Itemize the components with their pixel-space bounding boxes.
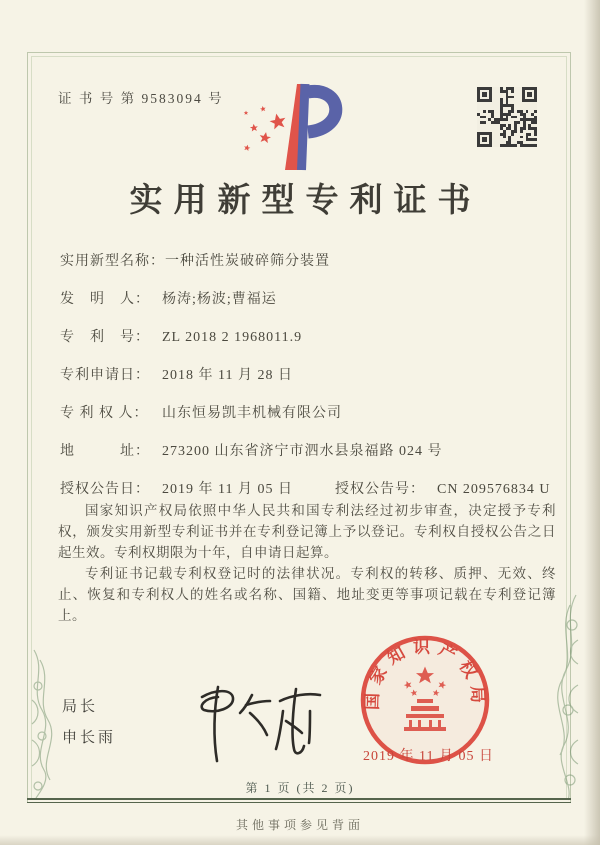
field-list — [60, 250, 554, 516]
field-value: 杨涛;杨波;曹福运 — [162, 292, 277, 307]
bottom-double-rule — [27, 798, 571, 800]
field-value: CN 209576834 U — [436, 482, 551, 497]
qr-finder-icon — [522, 87, 537, 102]
field-row-filing-date — [60, 364, 554, 402]
field-value: ZL 2018 2 1968011.9 — [162, 330, 303, 345]
field-row-patent-number — [60, 326, 554, 364]
field-label: 授权公告号： — [334, 482, 425, 497]
field-label: 专利申请日： — [60, 368, 150, 383]
seal-agency-text: 国家知识产权局 — [362, 637, 488, 711]
legal-paragraph-2: 专利证书记载专利权登记时的法律状况。专利权的转移、质押、无效、终止、恢复和专利权人的姓名或名称、国籍、地址变更等事项记载在专利登记簿上。 — [58, 566, 556, 623]
page-number: 第 1 页 (共 2 页) — [245, 781, 355, 795]
field-value: 2019 年 11 月 05 日 — [162, 482, 293, 497]
field-label: 专 利 权 人： — [60, 406, 149, 421]
field-label: 发 明 人： — [60, 292, 150, 307]
field-row-patentee — [60, 402, 554, 440]
scan-shadow-right — [584, 0, 600, 845]
qr-finder-icon — [477, 132, 492, 147]
certificate-number: 证 书 号 第 9583094 号 — [58, 91, 224, 106]
cnipa-logo — [238, 78, 360, 174]
field-label: 专 利 号： — [60, 330, 150, 345]
qr-code — [477, 87, 537, 147]
signatory-title: 局长 — [62, 699, 99, 715]
bottom-double-rule-thin — [27, 802, 571, 803]
field-label: 地 址： — [60, 444, 150, 459]
legal-paragraph-1: 国家知识产权局依照中华人民共和国专利法经过初步审查，决定授予专利权，颁发实用新型专利证书并在专利登记簿上予以登记。专利权自授权公告之日起生效。专利权期限为十年，自申请日起算。 — [58, 503, 556, 560]
back-note: 其他事项参见背面 — [235, 818, 364, 832]
guilloche-ornament-bottom-right — [528, 590, 584, 805]
field-value: 山东恒易凯丰机械有限公司 — [162, 406, 342, 421]
qr-finder-icon — [477, 87, 492, 102]
field-row-address — [60, 440, 554, 478]
field-value: 一种活性炭破碎筛分装置 — [165, 254, 330, 269]
certificate-title: 实用新型专利证书 — [129, 183, 482, 219]
field-label: 授权公告日： — [60, 482, 150, 497]
seal-date: 2019 年 11 月 05 日 — [363, 749, 494, 764]
field-row-name — [60, 250, 554, 288]
scan-shadow-bottom — [0, 835, 600, 845]
field-value: 273200 山东省济宁市泗水县泉福路 024 号 — [162, 444, 443, 459]
signatory-name: 申长雨 — [62, 730, 117, 746]
guilloche-ornament-bottom-left — [26, 640, 86, 800]
field-row-inventors — [60, 288, 554, 326]
director-signature — [180, 665, 330, 773]
field-value: 2018 年 11 月 28 日 — [162, 368, 293, 383]
field-label: 实用新型名称： — [60, 254, 165, 269]
legal-text — [58, 500, 556, 626]
